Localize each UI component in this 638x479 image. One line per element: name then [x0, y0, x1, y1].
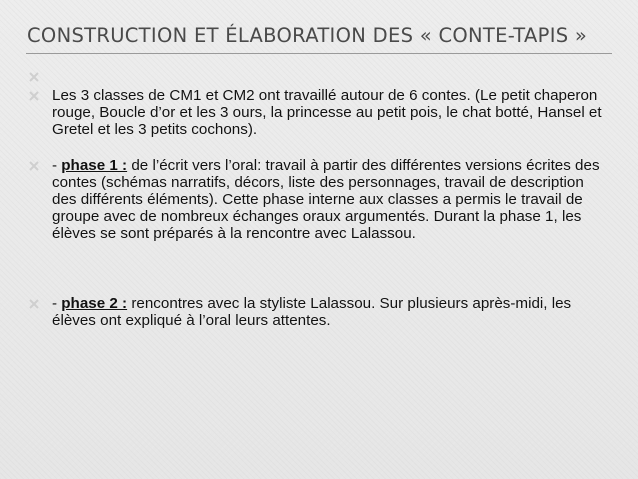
phase-2-text: rencontres avec la styliste Lalassou. Sur plusieurs après-midi, les élèves ont expliqué à l’oral leurs attentes. — [52, 295, 572, 329]
phase-1-label: phase 1 : — [61, 157, 128, 174]
paragraph-intro: Les 3 classes de CM1 et CM2 ont travaillé autour de 6 contes. (Le petit chaperon rouge, Boucle d’or et les 3 ours, la princesse au petit pois, le chat botté, Hansel et Gretel et les 3 petits cochons). — [52, 87, 602, 138]
phase-1-text: de l’écrit vers l’oral: travail à partir des différentes versions écrites des contes (schémas narratifs, décors, liste des personnages, travail de description des différents éléments). Cette phase interne aux classes a permis le travail de groupe avec de nombreux échanges oraux argumentés. Durant la phase 1, les élèves se sont préparés à la rencontre avec Lalassou. — [52, 157, 600, 242]
slide-title: CONSTRUCTION ET ÉLABORATION DES « CONTE-TAPIS » — [27, 24, 588, 47]
paragraph-phase-1 — [52, 157, 612, 242]
title-divider — [26, 53, 612, 54]
x-bullet-icon — [27, 70, 41, 84]
x-bullet-icon — [27, 159, 41, 173]
x-bullet-icon — [27, 297, 41, 311]
x-bullet-icon — [27, 89, 41, 103]
phase-1-prefix: - — [52, 157, 62, 174]
phase-2-label: phase 2 : — [61, 295, 128, 312]
paragraph-phase-2 — [52, 295, 612, 329]
phase-2-prefix: - — [52, 295, 62, 312]
